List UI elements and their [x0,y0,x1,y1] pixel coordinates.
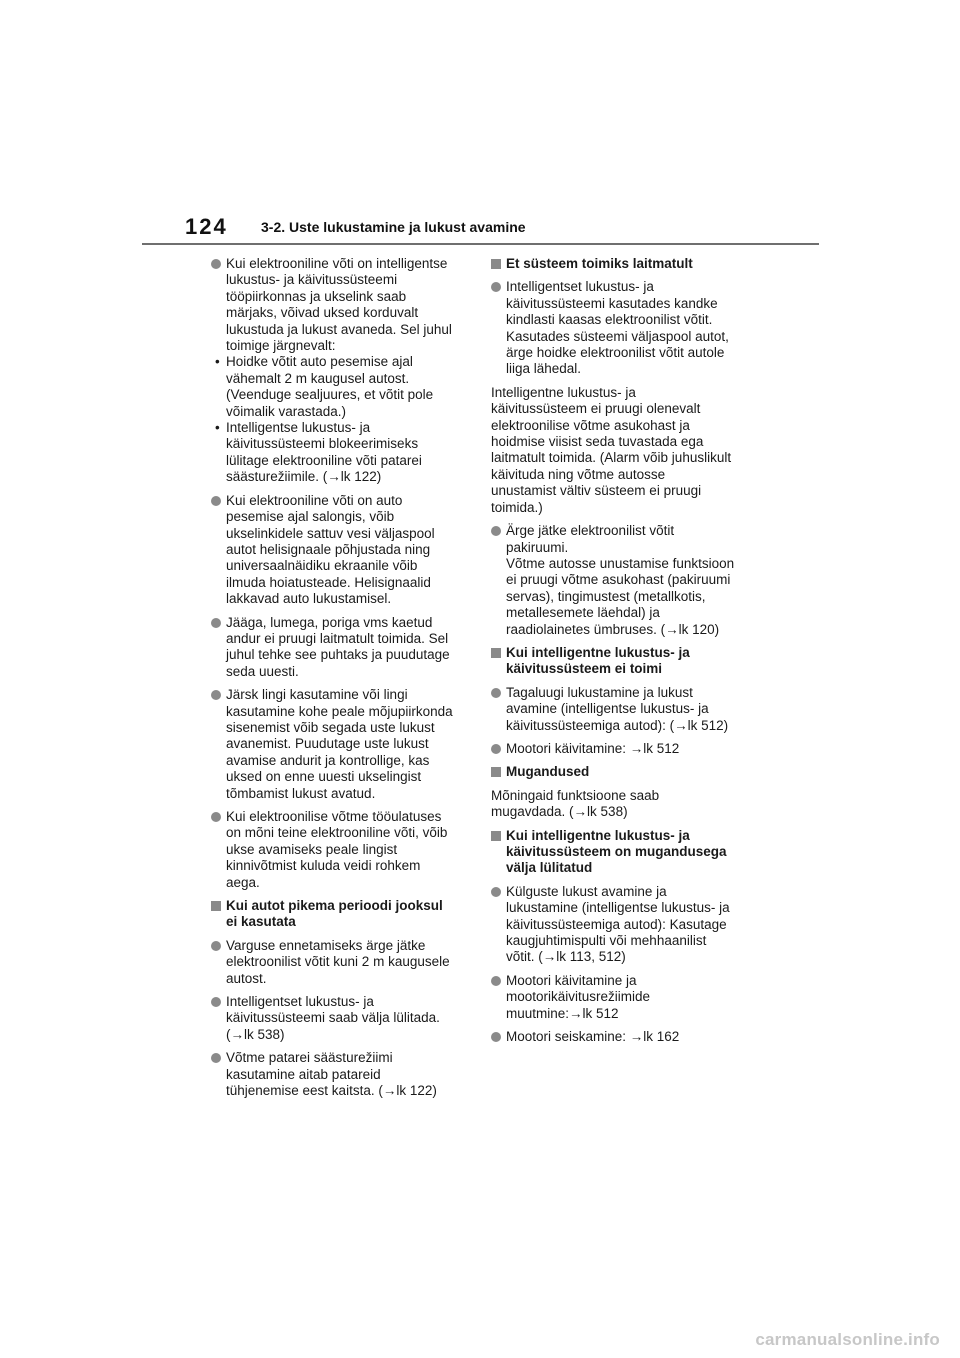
text-line: toimige järgnevalt: [226,338,336,354]
paragraph [491,385,753,516]
text-line: Järsk lingi kasutamine või lingi [226,687,408,703]
bullet-item [211,687,471,802]
bullet-dot-icon [491,1032,501,1042]
text-line: võimalik varastada.) [226,403,347,419]
bullet-item [211,994,471,1043]
text-line: juhul tehke see puhtaks ja puudutage [226,647,450,663]
right-column [491,256,753,1052]
text-line: kinnivõtmist kuluda veidi rohkem [226,858,421,874]
bullet-dot-icon [491,526,501,536]
text-line: pesemise ajal salongis, võib [226,509,395,525]
bullet-dot-icon [491,976,501,986]
text-line: laitmatult toimida. (Alarm võib juhuslikult [491,450,732,466]
header-divider [142,243,819,245]
bullet-item [211,615,471,681]
left-column [211,256,471,1107]
text-line: Hoidke võtit auto pesemise ajal [226,354,413,370]
square-marker-icon [491,767,501,777]
text-line: lukustus- ja käivitussüsteemi [226,272,398,288]
paragraph [491,788,753,821]
text-line: lukustamine (intelligentse lukustus- ja [506,900,730,916]
bullet-item [491,523,753,638]
bullet-item [211,256,471,486]
text-line: kindlasti kaasas elektroonilist võtit. [506,312,713,328]
text-line: Kasutades süsteemi väljaspool autot, [506,328,729,344]
text-line: lukustuda ja lukust avaneda. Sel juhul [226,321,452,337]
text-line: avanemist. Puudutage uste lukust [226,736,429,752]
bullet-item [491,1029,753,1045]
text-line: käivitussüsteemiga autod): Kasutage [506,916,727,932]
text-line: Kui elektrooniline võti on auto [226,492,403,508]
text-line: toimida.) [491,499,543,515]
bullet-dot-icon [211,618,221,628]
text-line: säästurežiimile. (→lk 122) [226,469,382,485]
text-line: liiga lähedal. [506,361,582,377]
section-heading [491,256,753,272]
text-line: metallesemete läehdal) ja [506,605,660,621]
text-line: on mõni teine elektrooniline võti, võib [226,825,448,841]
bullet-dot-icon [211,812,221,822]
text-line: Mootori käivitamine ja [506,972,637,988]
square-marker-icon [211,901,221,911]
text-line: Mõningaid funktsioone saab [491,787,660,803]
bullet-item [491,973,753,1022]
text-line: kasutamine aitab patareid [226,1066,381,1082]
text-line: Mootori käivitamine: →lk 512 [506,740,680,756]
text-line: Intelligentset lukustus- ja [506,279,654,295]
text-line: Kui autot pikema perioodi jooksul [226,898,443,914]
text-line: hoidmise viisist seda tuvastada ega [491,434,704,450]
bullet-dot-icon [491,688,501,698]
bullet-item [211,493,471,608]
bullet-item [491,741,753,757]
bullet-item [211,809,471,891]
text-line: unustamist vältiv süsteem ei pruugi [491,483,702,499]
bullet-dot-icon [211,941,221,951]
text-line: välja lülitatud [506,860,593,876]
bullet-dot-icon [491,282,501,292]
section-heading [491,828,753,877]
text-line: Mootori seiskamine: →lk 162 [506,1029,680,1045]
sub-bullet-item [211,420,471,486]
sub-bullet-marker: • [215,420,220,436]
section-heading [211,898,471,931]
text-line: käivitussüsteem ei toimi [506,661,663,677]
text-line: Jääga, lumega, poriga vms kaetud [226,614,433,630]
text-line: kasutamine kohe peale mõjupiirkonda [226,703,453,719]
bullet-item [491,884,753,966]
text-line: Võtme autosse unustamise funktsioon [506,555,735,571]
text-line: Intelligentse lukustus- ja [226,420,371,436]
text-line: elektroonilist võtit kuni 2 m kaugusele [226,954,450,970]
bullet-item [211,938,471,987]
text-line: (Veenduge sealjuures, et võtit pole [226,387,434,403]
bullet-dot-icon [491,887,501,897]
text-line: Tagaluugi lukustamine ja lukust [506,684,693,700]
text-line: ärge hoidke elektroonilist võtit autole [506,345,725,361]
text-line: käivituda ning võtme autosse [491,466,666,482]
text-line: käivitussüsteem on mugandusega [506,844,727,859]
text-line: elektroonilise võtme asukohast ja [491,417,690,433]
text-line: Külguste lukust avamine ja [506,883,667,899]
text-line: käivitussüsteemi kasutades kandke [506,295,718,311]
text-line: käivitussüsteemiga autod): (→lk 512) [506,717,729,733]
bullet-dot-icon [211,496,221,506]
bullet-dot-icon [211,997,221,1007]
text-line: raadiolainetes ümbruses. (→lk 120) [506,621,720,637]
text-line: Kui elektroonilise võtme tööulatuses [226,809,442,824]
watermark: carmanualsonline.info [755,1330,940,1349]
text-line: ukse avamiseks peale lingist [226,841,398,857]
text-line: Kui intelligentne lukustus- ja [506,827,690,843]
bullet-dot-icon [491,744,501,754]
text-line: Et süsteem toimiks laitmatult [506,256,693,271]
text-line: märjaks, võivad uksed korduvalt [226,305,419,321]
bullet-dot-icon [211,690,221,700]
text-line: Võtme patarei säästurežiimi [226,1050,393,1066]
sub-bullet-item [211,354,471,420]
text-line: pakiruumi. [506,539,569,555]
text-line: käivitussüsteemi blokeerimiseks [226,436,419,452]
section-heading [491,764,753,780]
bullet-item [491,279,753,377]
square-marker-icon [491,259,501,269]
page-header [185,214,825,244]
text-line: Ärge jätke elektroonilist võtit [506,523,675,539]
bullet-dot-icon [211,1053,221,1063]
text-line: (→lk 538) [226,1026,285,1042]
text-line: muutmine:→lk 512 [506,1005,619,1021]
text-line: lakkavad auto lukustamisel. [226,591,392,607]
text-line: servas), tingimustest (metallkotis, [506,588,706,604]
text-line: Varguse ennetamiseks ärge jätke [226,937,426,953]
text-line: universaalnäidiku ekraanile võib [226,558,418,574]
square-marker-icon [491,648,501,658]
text-line: seda uuesti. [226,663,299,679]
bullet-dot-icon [211,259,221,269]
text-line: mootorikäivitusrežiimide [506,989,651,1005]
text-line: Intelligentne lukustus- ja [491,384,636,400]
square-marker-icon [491,831,501,841]
text-line: ilmuda hoiatusteade. Helisignaalid [226,574,431,590]
text-line: Kui elektrooniline võti on intelligentse [226,256,448,271]
text-line: vähemalt 2 m kaugusel autost. [226,370,410,386]
text-line: mugavdada. (→lk 538) [491,804,628,820]
text-line: käivitussüsteem ei pruugi olenevalt [491,401,701,417]
text-line: ukselinkidele sattuv vesi väljaspool [226,525,435,541]
text-line: ei kasutata [226,914,296,930]
text-line: aega. [226,874,260,890]
page-number: 124 [185,214,228,239]
text-line: Intelligentset lukustus- ja [226,994,374,1010]
sub-bullet-marker: • [215,354,220,370]
text-line: autot helisignaale põhjustada ning [226,541,431,557]
text-line: lülitage elektrooniline võti patarei [226,452,422,468]
text-line: autost. [226,970,267,986]
bullet-item [211,1050,471,1099]
text-line: tühjenemise eest kaitsta. (→lk 122) [226,1083,437,1099]
section-heading [491,645,753,678]
text-line: tõmbamist lukust avatud. [226,785,376,801]
bullet-item [491,685,753,734]
text-line: ei pruugi võtme asukohast (pakiruumi [506,572,731,588]
text-line: sisenemist võib segada uste lukust [226,719,435,735]
text-line: Mugandused [506,764,590,780]
text-line: andur ei pruugi laitmatult toimida. Sel [226,630,449,646]
text-line: kaugjuhtimispulti või mehhaanilist [506,933,707,949]
text-line: uksed on enne uuesti ukselingist [226,769,422,785]
text-line: avamise andurit ja kontrollige, kas [226,752,430,768]
text-line: avamine (intelligentse lukustus- ja [506,701,709,717]
text-line: tööpiirkonnas ja ukselink saab [226,288,407,304]
text-line: Kui intelligentne lukustus- ja [506,644,690,660]
text-line: käivitussüsteemi saab välja lülitada. [226,1010,440,1026]
text-line: võtit. (→lk 113, 512) [506,949,626,965]
section-title: 3-2. Uste lukustamine ja lukust avamine [261,219,526,235]
